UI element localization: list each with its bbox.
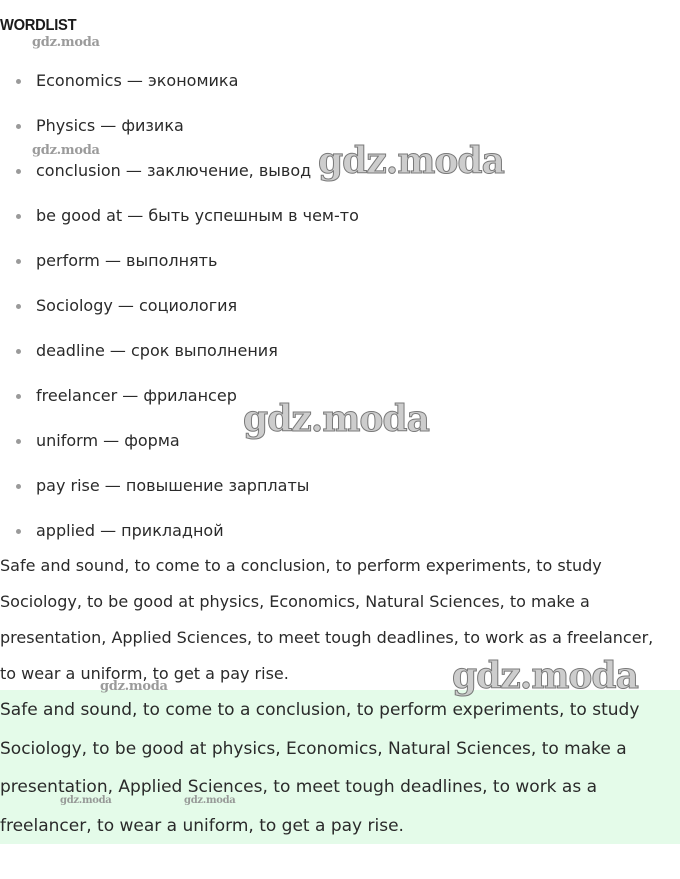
list-item (0, 247, 359, 292)
list-item-text: deadline — срок выполнения (36, 341, 278, 360)
watermark-large: gdz.moda (318, 140, 504, 182)
list-item (0, 472, 359, 517)
bullet-icon (16, 79, 21, 84)
answer-text: Safe and sound, to come to a conclusion, to perform experiments, to study Sociology, to be good at physics, Economics, Natural Sciences, to make a presentation, Applied Sciences, to meet tough deadlines, to work as a freelancer, to wear a uniform, to get a pay rise. (0, 700, 640, 836)
list-item (0, 337, 359, 382)
bullet-icon (16, 349, 21, 354)
watermark-small: gdz.moda (60, 795, 112, 806)
bullet-icon (16, 169, 21, 174)
bullet-icon (16, 214, 21, 219)
bullet-icon (16, 439, 21, 444)
bullet-icon (16, 124, 21, 129)
list-item-text: pay rise — повышение зарплаты (36, 476, 310, 495)
list-item-text: perform — выполнять (36, 251, 218, 270)
list-item-text: uniform — форма (36, 431, 180, 450)
list-item-text: be good at — быть успешным в чем-то (36, 206, 359, 225)
exercise-text: Safe and sound, to come to a conclusion, to perform experiments, to study Sociology, to be good at physics, Economics, Natural Sciences, to make a presentation, Applied Sciences, to meet tough deadlines, to work as a freelancer, to wear a uniform, to get a pay rise. (0, 556, 654, 683)
wordlist (0, 67, 359, 562)
watermark-large: gdz.moda (243, 398, 429, 440)
list-item-text: applied — прикладной (36, 521, 224, 540)
list-item (0, 157, 359, 202)
list-item-text: freelancer — фрилансер (36, 386, 237, 405)
watermark-small: gdz.moda (100, 679, 168, 694)
list-item-text: Sociology — социология (36, 296, 238, 315)
bullet-icon (16, 259, 21, 264)
list-item-text: Physics — физика (36, 116, 184, 135)
list-item (0, 292, 359, 337)
list-item (0, 67, 359, 112)
list-item (0, 202, 359, 247)
watermark-large: gdz.moda (452, 655, 638, 697)
watermark-small: gdz.moda (32, 143, 100, 158)
bullet-icon (16, 529, 21, 534)
list-item-text: Economics — экономика (36, 71, 239, 90)
list-item-text: conclusion — заключение, вывод (36, 161, 312, 180)
watermark-small: gdz.moda (184, 795, 236, 806)
bullet-icon (16, 304, 21, 309)
wordlist-title: WORDLIST (0, 17, 77, 34)
bullet-icon (16, 484, 21, 489)
answer-block (0, 690, 680, 844)
bullet-icon (16, 394, 21, 399)
watermark-small: gdz.moda (32, 35, 100, 50)
